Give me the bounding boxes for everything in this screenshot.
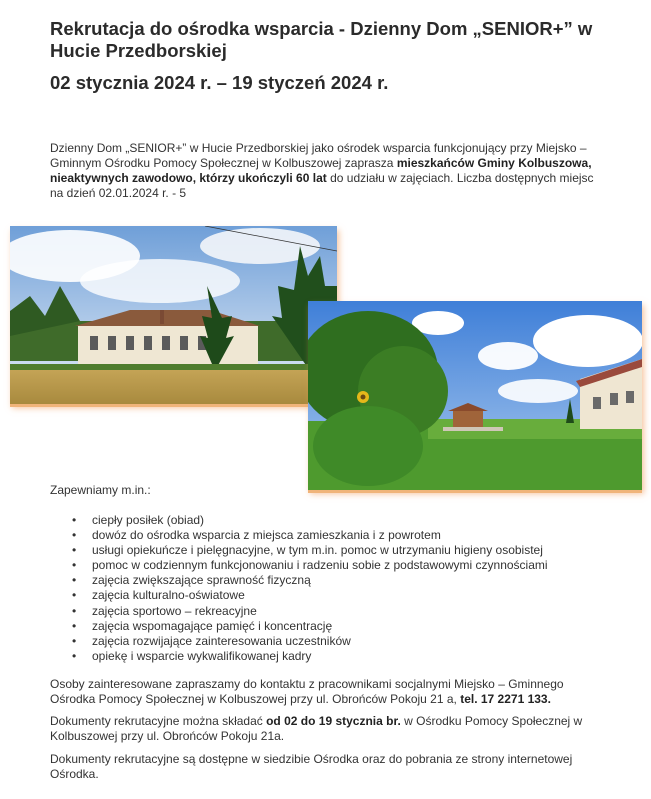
intro-text-2: do udziału w zajęciach. Liczba dostępnych miejsc na dzień 02.01.2024 r. - 5 <box>50 171 594 200</box>
garden-photo <box>308 301 642 490</box>
contact-paragraph <box>50 677 610 707</box>
intro-text-1: Dzienny Dom „SENIOR+” w Hucie Przedborskiej jako ośrodek wsparcia funkcjonujący przy Miejsko – Gminnym Ośrodku Pomocy Społecznej w Kolbuszowej zaprasza <box>50 141 587 170</box>
building-photo <box>10 226 337 404</box>
documents-availability-paragraph: Dokumenty rekrutacyjne są dostępne w siedzibie Ośrodka oraz do pobrania ze strony internetowej Ośrodka. <box>50 752 573 781</box>
documents-text-2: w Ośrodku Pomocy Społecznej w Kolbuszowej przy ul. Obrońców Pokoju 21a. <box>50 714 583 743</box>
documents-submission-paragraph <box>50 714 610 744</box>
list-item: • zajęcia wspomagające pamięć i koncentrację <box>72 619 548 634</box>
list-item: • zajęcia zwiększające sprawność fizyczną <box>72 573 548 588</box>
page-title: Rekrutacja do ośrodka wsparcia - Dzienny Dom „SENIOR+” w Hucie Przedborskiej <box>50 18 593 61</box>
offer-heading: Zapewniamy m.in.: <box>50 483 151 497</box>
list-item: • opiekę i wsparcie wykwalifikowanej kadry <box>72 649 548 664</box>
documents-text-1: Dokumenty rekrutacyjne można składać <box>50 714 267 728</box>
list-item: • zajęcia sportowo – rekreacyjne <box>72 604 548 619</box>
list-item: • dowóz do ośrodka wsparcia z miejsca zamieszkania i z powrotem <box>72 528 548 543</box>
list-item: • ciepły posiłek (obiad) <box>72 513 548 528</box>
intro-paragraph <box>50 141 610 201</box>
recruitment-dates: 02 stycznia 2024 r. – 19 styczeń 2024 r. <box>50 72 389 93</box>
list-item: • zajęcia rozwijające zainteresowania uczestników <box>72 634 548 649</box>
documents-deadline: od 02 do 19 stycznia br. <box>266 714 401 728</box>
contact-phone: tel. 17 2271 133. <box>460 692 551 706</box>
list-item: • pomoc w codziennym funkcjonowaniu i radzeniu sobie z podstawowymi czynnościami <box>72 558 548 573</box>
contact-text: Osoby zainteresowane zapraszamy do kontaktu z pracownikami socjalnymi Miejsko – Gminnego Ośrodka Pomocy Społecznej w Kolbuszowej przy ul. Obrońców Pokoju 21 a, <box>50 677 564 706</box>
list-item: • zajęcia kulturalno-oświatowe <box>72 588 548 603</box>
list-item: • usługi opiekuńcze i pielęgnacyjne, w tym m.in. pomoc w utrzymaniu higieny osobistej <box>72 543 548 558</box>
intro-target-group: mieszkańców Gminy Kolbuszowa, nieaktywnych zawodowo, którzy ukończyli 60 lat <box>50 156 592 185</box>
services-list <box>72 513 548 664</box>
